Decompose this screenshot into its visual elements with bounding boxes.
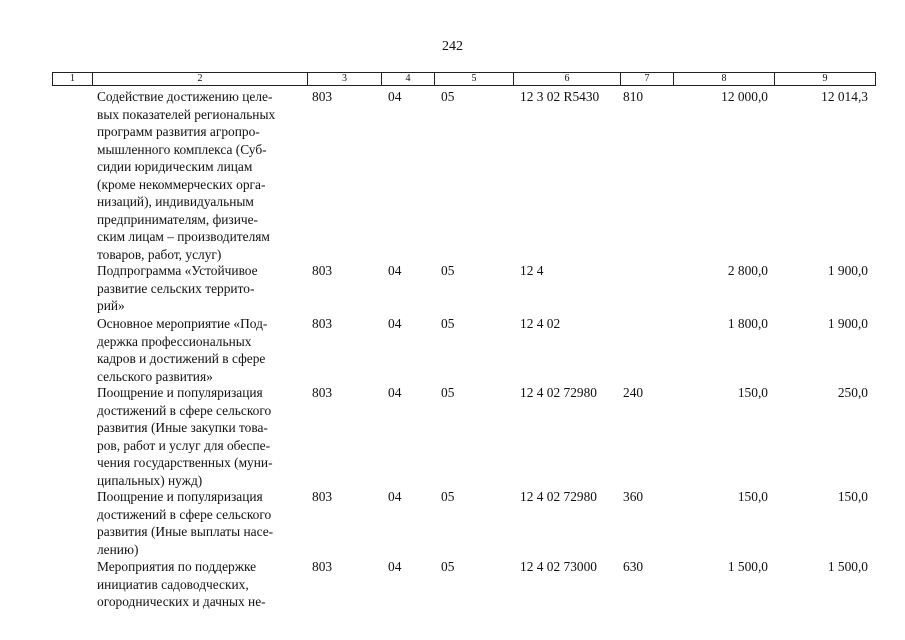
row-name-line: ров, работ и услуг для обеспе- bbox=[97, 437, 271, 453]
subsection-code: 05 bbox=[441, 316, 455, 331]
row-name-line: достижений в сфере сельского bbox=[97, 402, 272, 418]
column-header-2: 2 bbox=[92, 72, 308, 86]
row-name-line: Мероприятия по поддержке bbox=[97, 559, 257, 574]
amount-year-1: 150,0 bbox=[737, 385, 768, 400]
subsection-code: 05 bbox=[441, 263, 455, 278]
amount-year-2: 1 500,0 bbox=[827, 559, 868, 574]
row-name-line: Основное мероприятие «Под- bbox=[97, 316, 268, 331]
row-name-line: сельского развития» bbox=[97, 368, 213, 384]
target-article-code: 12 4 02 72980 bbox=[520, 489, 597, 504]
expense-type-code: 630 bbox=[623, 559, 644, 574]
column-header-1: 1 bbox=[52, 72, 93, 86]
row-name-line: Содействие достижению целе- bbox=[97, 89, 273, 104]
row-name-line: товаров, работ, услуг) bbox=[97, 246, 222, 262]
chapter-code: 803 bbox=[312, 89, 333, 104]
amount-year-1: 1 800,0 bbox=[727, 316, 768, 331]
row-name-line: предпринимателям, физиче- bbox=[97, 211, 259, 227]
row-name-line: развития (Иные закупки това- bbox=[97, 420, 268, 435]
chapter-code: 803 bbox=[312, 263, 333, 278]
subsection-code: 05 bbox=[441, 489, 455, 504]
amount-year-2: 1 900,0 bbox=[827, 263, 868, 278]
row-name-line: сидии юридическим лицам bbox=[97, 159, 253, 174]
row-name-line: Подпрограмма «Устойчивое bbox=[97, 263, 258, 278]
row-name-line: кадров и достижений в сфере bbox=[97, 351, 266, 366]
target-article-code: 12 4 bbox=[520, 263, 544, 278]
target-article-code: 12 4 02 72980 bbox=[520, 385, 597, 400]
column-header-5: 5 bbox=[434, 72, 514, 86]
page-number: 242 bbox=[442, 39, 463, 54]
amount-year-2: 250,0 bbox=[837, 385, 868, 400]
amount-year-1: 1 500,0 bbox=[727, 559, 768, 574]
row-name-line: развития (Иные выплаты насе- bbox=[97, 524, 274, 539]
column-header-8: 8 bbox=[673, 72, 775, 86]
row-name-line: ципальных) нужд) bbox=[97, 472, 203, 488]
chapter-code: 803 bbox=[312, 316, 333, 331]
section-code: 04 bbox=[388, 385, 402, 400]
row-name-line: держка профессиональных bbox=[97, 333, 252, 349]
chapter-code: 803 bbox=[312, 489, 333, 504]
target-article-code: 12 3 02 R5430 bbox=[520, 89, 600, 104]
row-name-line: программ развития агропро- bbox=[97, 124, 260, 139]
section-code: 04 bbox=[388, 89, 402, 104]
subsection-code: 05 bbox=[441, 385, 455, 400]
amount-year-2: 1 900,0 bbox=[827, 316, 868, 331]
row-name-line: достижений в сфере сельского bbox=[97, 506, 272, 522]
row-name-line: инициатив садоводческих, bbox=[97, 576, 249, 592]
section-code: 04 bbox=[388, 559, 402, 574]
section-code: 04 bbox=[388, 263, 402, 278]
amount-year-2: 12 014,3 bbox=[821, 89, 868, 104]
row-name-line: вых показателей региональных bbox=[97, 106, 276, 122]
row-name-line: рий» bbox=[97, 298, 125, 313]
row-name-line: Поощрение и популяризация bbox=[97, 489, 263, 504]
amount-year-1: 12 000,0 bbox=[721, 89, 768, 104]
subsection-code: 05 bbox=[441, 559, 455, 574]
column-header-6: 6 bbox=[513, 72, 621, 86]
section-code: 04 bbox=[388, 489, 402, 504]
subsection-code: 05 bbox=[441, 89, 455, 104]
row-name-line: лению) bbox=[97, 541, 139, 557]
target-article-code: 12 4 02 bbox=[520, 316, 561, 331]
row-name-line: развитие сельских террито- bbox=[97, 280, 255, 296]
column-header-3: 3 bbox=[307, 72, 382, 86]
expense-type-code: 810 bbox=[623, 89, 644, 104]
expense-type-code: 360 bbox=[623, 489, 644, 504]
chapter-code: 803 bbox=[312, 385, 333, 400]
row-name-line: огороднических и дачных не- bbox=[97, 594, 266, 609]
row-name-line: мышленного комплекса (Суб- bbox=[97, 141, 267, 157]
amount-year-1: 2 800,0 bbox=[727, 263, 768, 278]
expense-type-code: 240 bbox=[623, 385, 644, 400]
column-header-9: 9 bbox=[774, 72, 876, 86]
amount-year-2: 150,0 bbox=[837, 489, 868, 504]
column-header-7: 7 bbox=[620, 72, 674, 86]
section-code: 04 bbox=[388, 316, 402, 331]
row-name-line: низаций), индивидуальным bbox=[97, 194, 254, 209]
row-name-line: (кроме некоммерческих орга- bbox=[97, 176, 266, 192]
column-header-4: 4 bbox=[381, 72, 435, 86]
target-article-code: 12 4 02 73000 bbox=[520, 559, 597, 574]
row-name-line: чения государственных (муни- bbox=[97, 455, 273, 470]
chapter-code: 803 bbox=[312, 559, 333, 574]
row-name-line: ским лицам – производителям bbox=[97, 229, 270, 244]
amount-year-1: 150,0 bbox=[737, 489, 768, 504]
row-name-line: Поощрение и популяризация bbox=[97, 385, 263, 400]
